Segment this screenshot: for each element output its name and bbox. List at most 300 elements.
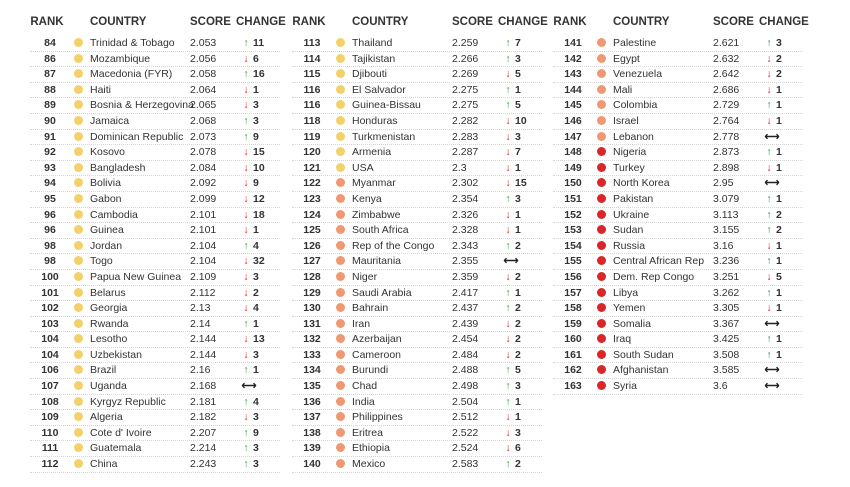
- change-value: 18: [253, 208, 265, 221]
- rank-value: 104: [41, 348, 59, 361]
- change-cell: [503, 162, 547, 174]
- change-cell: [503, 37, 547, 49]
- table-row: [292, 130, 542, 146]
- change-value: 3: [253, 114, 259, 127]
- change-cell: [503, 193, 547, 205]
- country-name: Mali: [613, 83, 633, 96]
- score-value: 2.078: [190, 146, 217, 159]
- change-value: 6: [253, 52, 259, 65]
- rank-value: 86: [44, 52, 56, 65]
- country-name: Cameroon: [352, 348, 402, 361]
- status-dot-icon: [597, 303, 606, 312]
- status-dot-icon: [74, 194, 83, 203]
- change-cell: [503, 209, 547, 221]
- table-row: [553, 379, 803, 395]
- table-row: [553, 239, 803, 255]
- table-row: [292, 67, 542, 83]
- rank-value: 113: [303, 37, 321, 49]
- table-row: [292, 254, 542, 270]
- arrow-up-icon: ↑: [243, 130, 249, 143]
- status-dot-icon: [336, 350, 345, 359]
- status-dot-icon: [74, 256, 83, 265]
- change-cell: [764, 177, 808, 189]
- change-value: 1: [515, 83, 521, 96]
- rank-value: 124: [303, 208, 321, 221]
- change-cell: [764, 68, 808, 80]
- country-name: Papua New Guinea: [90, 270, 182, 283]
- score-value: 2.207: [190, 426, 217, 439]
- arrow-up-icon: ↑: [243, 317, 249, 330]
- score-value: 2.109: [190, 270, 217, 283]
- change-cell: [503, 411, 547, 423]
- score-value: 2.065: [190, 99, 217, 112]
- change-cell: [764, 115, 808, 127]
- change-cell: [764, 240, 808, 252]
- status-dot-icon: [597, 69, 606, 78]
- status-dot-icon: [74, 381, 83, 390]
- rank-value: 115: [303, 68, 321, 81]
- table-row: [553, 161, 803, 177]
- status-dot-icon: [336, 256, 345, 265]
- country-name: Turkmenistan: [352, 130, 416, 143]
- rank-value: 101: [41, 286, 59, 299]
- score-value: 3.425: [713, 333, 740, 346]
- status-dot-icon: [597, 210, 606, 219]
- change-cell: [241, 193, 285, 205]
- country-name: Afghanistan: [613, 364, 669, 377]
- change-value: 2: [515, 458, 521, 471]
- rank-value: 126: [303, 239, 321, 252]
- score-header: SCORE: [452, 16, 493, 28]
- country-name: Belarus: [90, 286, 126, 299]
- arrow-up-icon: ↑: [766, 37, 772, 49]
- rank-value: 127: [303, 255, 321, 268]
- table-row: [30, 98, 280, 114]
- change-value: 1: [776, 348, 782, 361]
- status-dot-icon: [597, 381, 606, 390]
- change-cell: [241, 271, 285, 283]
- change-value: 2: [253, 286, 259, 299]
- rank-value: 87: [44, 68, 56, 81]
- status-dot-icon: [74, 85, 83, 94]
- change-cell: [241, 84, 285, 96]
- country-name: Saudi Arabia: [352, 286, 412, 299]
- score-value: 2.417: [452, 286, 479, 299]
- change-value: 1: [776, 99, 782, 112]
- table-row: [30, 348, 280, 364]
- change-value: 7: [515, 146, 521, 159]
- arrow-down-icon: ↓: [766, 68, 772, 81]
- score-value: 3.367: [713, 317, 740, 330]
- change-header: CHANGE: [236, 16, 286, 28]
- table-row: [292, 114, 542, 130]
- change-cell: [241, 115, 285, 127]
- score-value: 2.355: [452, 255, 479, 268]
- rank-value: 116: [303, 99, 321, 112]
- change-cell: [241, 349, 285, 361]
- arrow-up-icon: ↑: [243, 364, 249, 377]
- rank-value: 111: [41, 442, 59, 455]
- status-dot-icon: [336, 163, 345, 172]
- status-dot-icon: [597, 288, 606, 297]
- rank-value: 107: [41, 380, 59, 393]
- country-header: COUNTRY: [613, 16, 670, 28]
- country-name: Uzbekistan: [90, 348, 142, 361]
- rank-value: 116: [303, 83, 321, 96]
- status-dot-icon: [336, 303, 345, 312]
- change-cell: [241, 427, 285, 439]
- change-cell: [764, 131, 808, 143]
- change-cell: [764, 37, 808, 49]
- status-dot-icon: [74, 303, 83, 312]
- status-dot-icon: [336, 365, 345, 374]
- table-row: [553, 176, 803, 192]
- change-header: CHANGE: [498, 16, 548, 28]
- status-dot-icon: [336, 459, 345, 468]
- status-dot-icon: [597, 225, 606, 234]
- rank-value: 140: [303, 458, 321, 471]
- change-cell: [764, 349, 808, 361]
- change-value: 2: [776, 68, 782, 81]
- arrow-down-icon: ↓: [243, 161, 249, 174]
- status-dot-icon: [336, 334, 345, 343]
- table-row: [292, 410, 542, 426]
- arrow-down-icon: ↓: [766, 52, 772, 65]
- change-cell: [764, 302, 808, 314]
- rank-value: 144: [564, 83, 582, 96]
- change-value: 7: [515, 37, 521, 49]
- rank-value: 159: [564, 317, 582, 330]
- status-dot-icon: [336, 381, 345, 390]
- rank-value: 139: [303, 442, 321, 455]
- arrow-down-icon: ↓: [766, 161, 772, 174]
- arrow-up-icon: ↑: [243, 239, 249, 252]
- score-value: 2.104: [190, 239, 217, 252]
- change-cell: [503, 68, 547, 80]
- country-name: Rwanda: [90, 317, 129, 330]
- change-value: 1: [515, 411, 521, 424]
- table-row: [30, 301, 280, 317]
- change-cell: [503, 318, 547, 330]
- table-row: [30, 395, 280, 411]
- country-name: Yemen: [613, 302, 646, 315]
- rank-value: 133: [303, 348, 321, 361]
- table-row: [553, 332, 803, 348]
- country-name: Iran: [352, 317, 371, 330]
- change-cell: [764, 146, 808, 158]
- status-dot-icon: [336, 272, 345, 281]
- arrow-down-icon: ↓: [505, 348, 511, 361]
- score-value: 2.259: [452, 37, 479, 49]
- arrow-down-icon: ↓: [243, 270, 249, 283]
- table-row: [292, 192, 542, 208]
- country-name: USA: [352, 161, 374, 174]
- country-name: Venezuela: [613, 68, 663, 81]
- country-name: Niger: [352, 270, 378, 283]
- column-header: [30, 12, 286, 34]
- change-value: 3: [253, 458, 259, 471]
- arrow-up-icon: ↑: [505, 458, 511, 471]
- change-value: 6: [515, 442, 521, 455]
- country-name: Central African Rep: [613, 255, 705, 268]
- country-name: Dominican Republic: [90, 130, 184, 143]
- arrow-up-icon: ↑: [766, 208, 772, 221]
- rank-value: 158: [564, 302, 582, 315]
- score-value: 3.251: [713, 270, 740, 283]
- rank-value: 104: [41, 333, 59, 346]
- country-name: Egypt: [613, 52, 640, 65]
- table-row: [30, 223, 280, 239]
- rank-value: 103: [41, 317, 59, 330]
- change-cell: [503, 53, 547, 65]
- arrow-up-icon: ↑: [243, 37, 249, 49]
- change-value: 1: [253, 224, 259, 237]
- status-dot-icon: [74, 443, 83, 452]
- table-row: [30, 332, 280, 348]
- status-dot-icon: [74, 100, 83, 109]
- score-value: 2.104: [190, 255, 217, 268]
- change-cell: [503, 115, 547, 127]
- arrow-up-icon: ↑: [505, 99, 511, 112]
- change-value: 3: [253, 442, 259, 455]
- change-cell: [241, 146, 285, 158]
- country-name: Djibouti: [352, 68, 388, 81]
- country-name: Honduras: [352, 114, 398, 127]
- arrow-down-icon: ↓: [505, 130, 511, 143]
- country-name: Nigeria: [613, 146, 647, 159]
- score-value: 2.3: [452, 161, 467, 174]
- score-value: 2.144: [190, 348, 217, 361]
- change-cell: [241, 224, 285, 236]
- country-name: Mexico: [352, 458, 386, 471]
- table-row: [30, 410, 280, 426]
- change-cell: [503, 333, 547, 345]
- rank-value: 157: [564, 286, 582, 299]
- change-cell: [503, 458, 547, 470]
- status-dot-icon: [336, 38, 345, 47]
- table-row: [30, 363, 280, 379]
- table-row: [553, 348, 803, 364]
- table-row: [30, 208, 280, 224]
- rank-value: 84: [44, 37, 56, 49]
- score-value: 2.512: [452, 411, 479, 424]
- table-row: [553, 317, 803, 333]
- table-row: [30, 441, 280, 457]
- score-value: 2.522: [452, 426, 479, 439]
- arrow-up-icon: ↑: [766, 286, 772, 299]
- change-cell: [503, 99, 547, 111]
- status-dot-icon: [74, 350, 83, 359]
- rank-value: 163: [564, 380, 582, 393]
- change-cell: [241, 318, 285, 330]
- status-dot-icon: [74, 210, 83, 219]
- country-name: Russia: [613, 239, 646, 252]
- score-value: 2.084: [190, 161, 217, 174]
- table-row: [30, 52, 280, 68]
- status-dot-icon: [74, 178, 83, 187]
- change-value: 1: [776, 302, 782, 315]
- table-row: [292, 379, 542, 395]
- rank-value: 132: [303, 333, 321, 346]
- change-cell: [241, 458, 285, 470]
- change-cell: [764, 224, 808, 236]
- score-value: 2.632: [713, 52, 740, 65]
- rank-value: 108: [41, 395, 59, 408]
- score-value: 2.056: [190, 52, 217, 65]
- arrow-down-icon: ↓: [243, 224, 249, 237]
- status-dot-icon: [74, 241, 83, 250]
- rank-value: 137: [303, 411, 321, 424]
- arrow-up-icon: ↑: [766, 255, 772, 268]
- rank-value: 94: [44, 177, 56, 190]
- score-header: SCORE: [713, 16, 754, 28]
- country-name: Philippines: [352, 411, 403, 424]
- arrow-down-icon: ↓: [505, 161, 511, 174]
- score-value: 3.236: [713, 255, 740, 268]
- change-value: 2: [515, 317, 521, 330]
- arrow-down-icon: ↓: [766, 302, 772, 315]
- change-cell: [241, 37, 285, 49]
- rank-value: 92: [44, 146, 56, 159]
- change-value: 13: [253, 333, 265, 346]
- change-value: 3: [776, 37, 782, 49]
- change-cell: [764, 162, 808, 174]
- status-dot-icon: [74, 272, 83, 281]
- rank-value: 136: [303, 395, 321, 408]
- country-name: Gabon: [90, 192, 122, 205]
- arrow-down-icon: ↓: [243, 302, 249, 315]
- change-cell: [241, 99, 285, 111]
- score-value: 2.504: [452, 395, 479, 408]
- status-dot-icon: [336, 178, 345, 187]
- country-name: Kyrgyz Republic: [90, 395, 166, 408]
- rank-value: 160: [564, 333, 582, 346]
- country-header: COUNTRY: [352, 16, 409, 28]
- rank-value: 129: [303, 286, 321, 299]
- arrow-up-icon: ↑: [766, 224, 772, 237]
- country-name: Iraq: [613, 333, 632, 346]
- country-name: South Sudan: [613, 348, 674, 361]
- score-value: 3.155: [713, 224, 740, 237]
- status-dot-icon: [336, 100, 345, 109]
- status-dot-icon: [597, 147, 606, 156]
- change-cell: [241, 68, 285, 80]
- change-cell: [764, 333, 808, 345]
- change-cell: [503, 240, 547, 252]
- score-value: 2.073: [190, 130, 217, 143]
- arrow-up-icon: ↑: [766, 146, 772, 159]
- country-name: Bosnia & Herzegovina: [90, 99, 194, 112]
- rank-value: 161: [564, 348, 582, 361]
- change-value: 1: [776, 192, 782, 205]
- rank-value: 109: [41, 411, 59, 424]
- change-cell: [503, 131, 547, 143]
- rank-value: 138: [303, 426, 321, 439]
- arrow-down-icon: ↓: [243, 177, 249, 190]
- arrow-up-icon: ↑: [505, 83, 511, 96]
- status-dot-icon: [336, 85, 345, 94]
- column-header: [292, 12, 548, 34]
- status-dot-icon: [74, 147, 83, 156]
- country-name: Guinea-Bissau: [352, 99, 421, 112]
- table-row: [292, 317, 542, 333]
- column-header: [553, 12, 809, 34]
- change-value: 1: [776, 114, 782, 127]
- country-name: Syria: [613, 380, 637, 393]
- change-cell: [764, 209, 808, 221]
- status-dot-icon: [74, 428, 83, 437]
- table-row: [553, 208, 803, 224]
- rank-value: 121: [303, 161, 321, 174]
- country-name: Thailand: [352, 37, 393, 49]
- score-value: 2.484: [452, 348, 479, 361]
- table-row: [292, 83, 542, 99]
- ranking-rows: [553, 36, 803, 395]
- country-name: Palestine: [613, 37, 657, 49]
- score-value: 2.16: [190, 364, 211, 377]
- change-value: 1: [515, 161, 521, 174]
- table-row: [292, 36, 542, 52]
- country-name: Myanmar: [352, 177, 396, 190]
- status-dot-icon: [597, 116, 606, 125]
- country-name: Somalia: [613, 317, 651, 330]
- change-cell: [241, 380, 285, 392]
- score-value: 2.14: [190, 317, 211, 330]
- change-cell: [503, 396, 547, 408]
- rank-value: 119: [303, 130, 321, 143]
- change-cell: [764, 318, 808, 330]
- rank-value: 98: [44, 239, 56, 252]
- table-row: [30, 83, 280, 99]
- table-row: [553, 223, 803, 239]
- country-name: Kenya: [352, 192, 382, 205]
- score-value: 2.064: [190, 83, 217, 96]
- arrow-down-icon: ↓: [505, 270, 511, 283]
- country-name: Cote d' Ivoire: [90, 426, 152, 439]
- rank-value: 142: [564, 52, 582, 65]
- score-value: 2.168: [190, 380, 217, 393]
- country-name: Macedonia (FYR): [90, 68, 173, 81]
- arrow-up-icon: ↑: [243, 68, 249, 81]
- country-name: Ukraine: [613, 208, 650, 221]
- change-cell: [764, 53, 808, 65]
- table-row: [30, 145, 280, 161]
- table-row: [30, 161, 280, 177]
- change-value: 15: [253, 146, 265, 159]
- country-name: Ethiopia: [352, 442, 390, 455]
- rank-value: 118: [303, 114, 321, 127]
- country-name: Armenia: [352, 146, 392, 159]
- rank-value: 122: [303, 177, 321, 190]
- change-value: 2: [515, 333, 521, 346]
- change-value: 4: [253, 239, 259, 252]
- change-value: 1: [776, 239, 782, 252]
- table-row: [292, 363, 542, 379]
- change-value: 1: [776, 333, 782, 346]
- rank-value: 128: [303, 270, 321, 283]
- ranking-rows: [30, 36, 280, 473]
- rank-value: 155: [564, 255, 582, 268]
- score-value: 2.269: [452, 68, 479, 81]
- country-name: Togo: [90, 255, 113, 268]
- change-cell: [503, 302, 547, 314]
- country-name: Bahrain: [352, 302, 389, 315]
- change-value: 5: [515, 364, 521, 377]
- change-value: 1: [515, 286, 521, 299]
- arrow-up-icon: ↑: [766, 348, 772, 361]
- arrow-down-icon: ↓: [243, 255, 249, 268]
- arrow-down-icon: ↓: [505, 317, 511, 330]
